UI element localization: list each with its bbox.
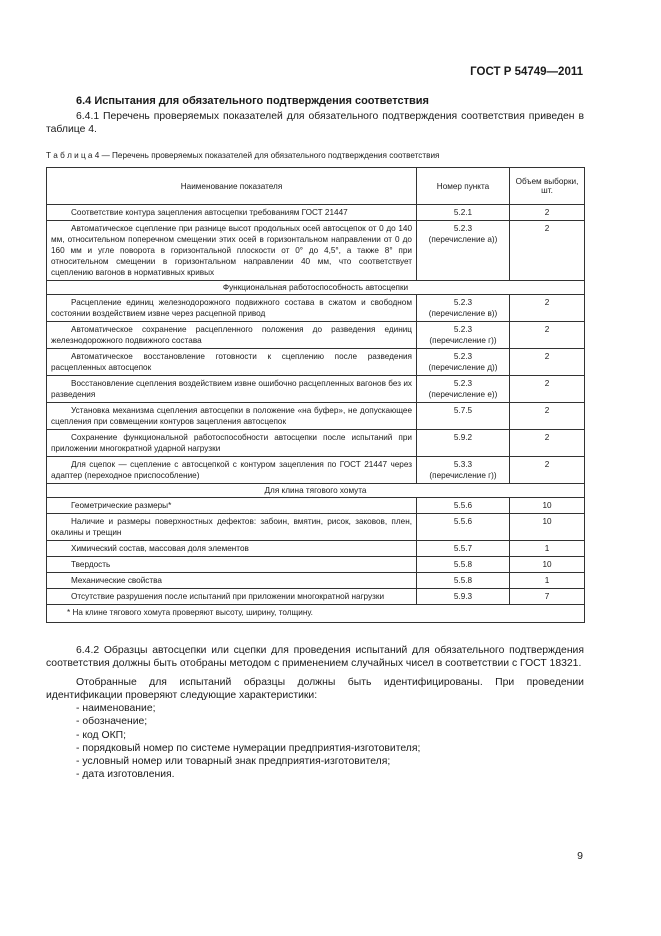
list-item: - дата изготовления. [76, 769, 175, 781]
cell-indicator-name [47, 322, 417, 349]
paragraph-6-4-1 [46, 110, 584, 136]
cell-sample-size: 2 [510, 403, 585, 430]
cell-item-number: 5.5.6 [417, 498, 510, 514]
cell-text: Автоматическое сцепление при разнице высот продольных осей автосцепок от 0 до 140 мм, относительном поперечном смещении этих осей в горизонтальном направлении от 0 до 160 мм и угле поворота в горизонтальной плоскости от 0° до 4,5°, а также 8° при относительном смещении в горизонтальном направлении 40 мм, что соответствует сцеплению вагонов в нормативных кривых [51, 224, 412, 277]
cell-indicator-name [47, 376, 417, 403]
cell-indicator-name [47, 430, 417, 457]
cell-item-number: 5.5.8 [417, 557, 510, 573]
cell-item-number: 5.2.3 (перечисление е)) [417, 376, 510, 403]
cell-item-number: 5.2.1 [417, 205, 510, 221]
cell-text: Расцепление единиц железнодорожного подвижного состава в сжатом и свободном состоянии воздействием извне через расцепной привод [51, 298, 412, 318]
cell-item-number: 5.5.6 [417, 514, 510, 541]
table-row [47, 376, 585, 403]
cell-text: Установка механизма сцепления автосцепки в положение «на буфер», не допускающее сцепления при совмещении контуров зацепления автосцепок [51, 406, 412, 426]
cell-sample-size: 2 [510, 221, 585, 281]
footnote-row [47, 605, 585, 623]
list-item: - условный номер или товарный знак предприятия-изготовителя; [76, 756, 391, 768]
cell-text: Наличие и размеры поверхностных дефектов: забоин, вмятин, рисок, заковов, плен, окалины и трещин [51, 517, 412, 537]
page-number: 9 [577, 850, 583, 862]
cell-sample-size: 1 [510, 541, 585, 557]
cell-indicator-name [47, 573, 417, 589]
cell-indicator-name [47, 205, 417, 221]
header-item: Номер пункта [417, 168, 510, 205]
section-row-wedge [47, 484, 585, 498]
paragraph-6-4-2 [46, 644, 584, 670]
cell-sample-size: 2 [510, 349, 585, 376]
section-row-functional [47, 281, 585, 295]
cell-sample-size: 10 [510, 557, 585, 573]
cell-text: Химический состав, массовая доля элементов [71, 544, 249, 553]
cell-sample-size: 2 [510, 205, 585, 221]
cell-item-number: 5.5.8 [417, 573, 510, 589]
table-row [47, 349, 585, 376]
list-item: - код ОКП; [76, 729, 126, 741]
table-row [47, 589, 585, 605]
cell-indicator-name [47, 514, 417, 541]
characteristics-list [76, 702, 420, 782]
table-body [47, 205, 585, 623]
cell-sample-size: 2 [510, 430, 585, 457]
document-header: ГОСТ Р 54749—2011 [470, 66, 583, 78]
cell-indicator-name [47, 457, 417, 484]
cell-item-number: 5.9.3 [417, 589, 510, 605]
cell-sample-size: 7 [510, 589, 585, 605]
cell-item-number: 5.5.7 [417, 541, 510, 557]
cell-indicator-name [47, 295, 417, 322]
cell-sample-size: 2 [510, 295, 585, 322]
cell-indicator-name [47, 589, 417, 605]
cell-text: Восстановление сцепления воздействием извне ошибочно расцепленных вагонов без их разведения [51, 379, 412, 399]
table-row [47, 221, 585, 281]
header-name: Наименование показателя [47, 168, 417, 205]
cell-text: Соответствие контура зацепления автосцепки требованиям ГОСТ 21447 [71, 208, 348, 217]
paragraph-identification [46, 676, 584, 702]
list-item: - наименование; [76, 703, 156, 714]
cell-item-number: 5.9.2 [417, 430, 510, 457]
table-row [47, 322, 585, 349]
table-footnote: * На клине тягового хомута проверяют высоту, ширину, толщину. [47, 605, 585, 623]
table-row [47, 430, 585, 457]
cell-indicator-name [47, 541, 417, 557]
cell-text: Автоматическое сохранение расцепленного положения до разведения единиц железнодорожного подвижного состава [51, 325, 412, 345]
cell-indicator-name [47, 498, 417, 514]
cell-text: Сохранение функциональной работоспособности автосцепки после испытаний при приложении многократной ударной нагрузки [51, 433, 412, 453]
cell-sample-size: 2 [510, 457, 585, 484]
cell-sample-size: 2 [510, 376, 585, 403]
cell-sample-size: 1 [510, 573, 585, 589]
cell-text: Для сцепок — сцепление с автосцепкой с контуром зацепления по ГОСТ 21447 через адаптер (переходное приспособление) [51, 460, 412, 480]
table-row [47, 457, 585, 484]
paragraph-text: 6.4.1 Перечень проверяемых показателей для обязательного подтверждения соответствия приведен в таблице 4. [46, 111, 584, 135]
section-heading: Для клина тягового хомута [47, 484, 585, 498]
cell-text: Геометрические размеры* [71, 501, 172, 510]
table-row [47, 573, 585, 589]
section-title: 6.4 Испытания для обязательного подтверждения соответствия [76, 95, 429, 107]
paragraph-text: Отобранные для испытаний образцы должны быть идентифицированы. При проведении идентификации проверяют следующие характеристики: [46, 677, 584, 701]
cell-indicator-name [47, 403, 417, 430]
cell-item-number: 5.3.3 (перечисление г)) [417, 457, 510, 484]
cell-indicator-name [47, 349, 417, 376]
cell-item-number: 5.2.3 (перечисление г)) [417, 322, 510, 349]
table-caption: Т а б л и ц а 4 — Перечень проверяемых показателей для обязательного подтверждения соответствия [46, 151, 440, 160]
section-heading: Функциональная работоспособность автосцепки [47, 281, 585, 295]
cell-item-number: 5.7.5 [417, 403, 510, 430]
table-header-row [47, 168, 585, 205]
table-row [47, 295, 585, 322]
cell-sample-size: 10 [510, 498, 585, 514]
cell-indicator-name [47, 221, 417, 281]
table-row [47, 403, 585, 430]
cell-item-number: 5.2.3 (перечисление а)) [417, 221, 510, 281]
list-item: - обозначение; [76, 716, 148, 728]
table-row [47, 498, 585, 514]
cell-text: Отсутствие разрушения после испытаний при приложении многократной нагрузки [71, 592, 385, 601]
indicators-table [46, 167, 585, 623]
header-sample: Объем выборки, шт. [510, 168, 585, 205]
cell-text: Механические свойства [71, 576, 162, 585]
paragraph-text: 6.4.2 Образцы автосцепки или сцепки для проведения испытаний для обязательного подтверждения соответствия должны быть отобраны методом с применением случайных чисел в соответствии с ГОСТ 18321. [46, 645, 584, 669]
table-row [47, 557, 585, 573]
cell-sample-size: 10 [510, 514, 585, 541]
cell-indicator-name [47, 557, 417, 573]
cell-item-number: 5.2.3 (перечисление в)) [417, 295, 510, 322]
table-row [47, 541, 585, 557]
list-item: - порядковый номер по системе нумерации предприятия-изготовителя; [76, 742, 421, 754]
cell-item-number: 5.2.3 (перечисление д)) [417, 349, 510, 376]
table-row [47, 514, 585, 541]
cell-text: Твердость [71, 560, 111, 569]
cell-sample-size: 2 [510, 322, 585, 349]
cell-text: Автоматическое восстановление готовности к сцеплению после разведения расцепленных автосцепок [51, 352, 412, 372]
table-row [47, 205, 585, 221]
